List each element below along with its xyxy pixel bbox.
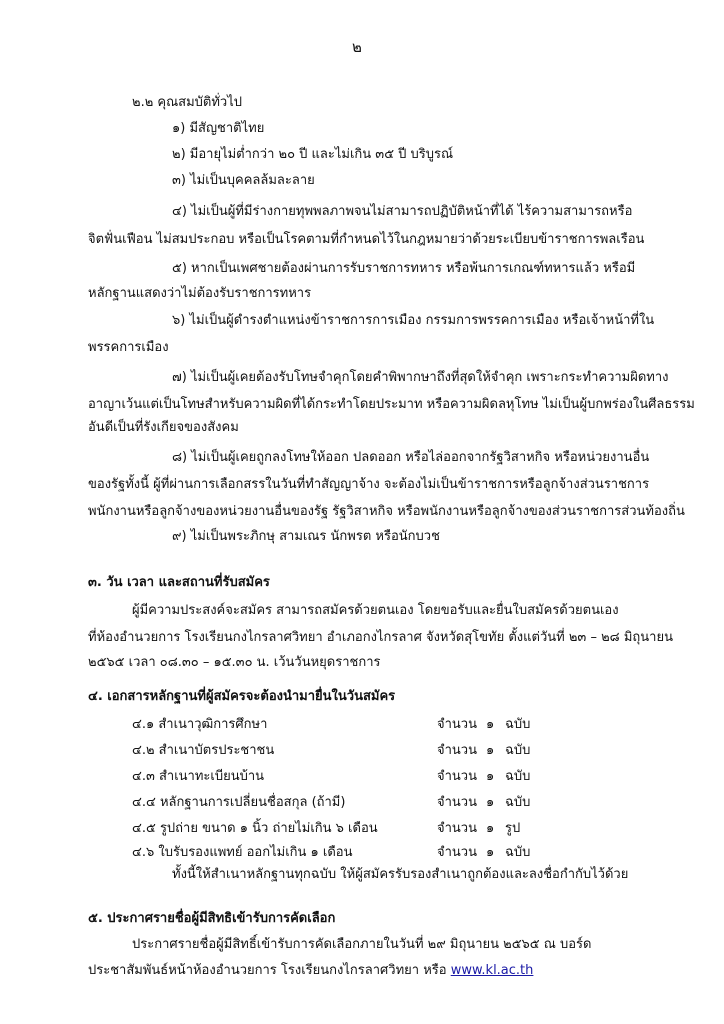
quantity-value: ๑	[486, 769, 495, 784]
qualification-item-continued: พรรคการเมือง	[88, 340, 169, 355]
quantity-unit: ฉบับ	[505, 795, 531, 810]
qualification-item: ๖) ไม่เป็นผู้ดำรงตำแหน่งข้าราชการการเมือง กรรมการพรรคการเมือง หรือเจ้าหน้าที่ใน	[172, 313, 655, 328]
quantity-value: ๑	[486, 821, 495, 836]
qualification-item: ๘) ไม่เป็นผู้เคยถูกลงโทษให้ออก ปลดออก หรือไล่ออกจากรัฐวิสาหกิจ หรือหน่วยงานอื่น	[172, 450, 650, 465]
quantity-label: จำนวน	[437, 821, 477, 836]
quantity-value: ๑	[486, 743, 495, 758]
announcement-line: ประกาศรายชื่อผู้มีสิทธิ์เข้ารับการคัดเลือกภายในวันที่ ๒๙ มิถุนายน ๒๕๖๕ ณ บอร์ด	[132, 937, 592, 952]
qualification-item: ๔) ไม่เป็นผู้ที่มีร่างกายทุพพลภาพจนไม่สามารถปฏิบัติหน้าที่ได้ ไร้ความสามารถหรือ	[172, 204, 633, 219]
quantity-label: จำนวน	[437, 743, 477, 758]
qualification-item-continued: หลักฐานแสดงว่าไม่ต้องรับราชการทหาร	[88, 286, 312, 301]
document-row	[0, 796, 724, 816]
quantity-label: จำนวน	[437, 845, 477, 860]
quantity-value: ๑	[486, 717, 495, 732]
qualification-item: ๕) หากเป็นเพศชายต้องผ่านการรับราชการทหาร หรือพ้นการเกณฑ์ทหารแล้ว หรือมี	[172, 261, 636, 276]
document-item: ๔.๖ ใบรับรองแพทย์ ออกไม่เกิน ๑ เดือน	[132, 845, 353, 860]
qualification-item: ๓) ไม่เป็นบุคคลล้มละลาย	[172, 173, 315, 188]
document-item: ๔.๕ รูปถ่าย ขนาด ๑ นิ้ว ถ่ายไม่เกิน ๖ เดือน	[132, 821, 378, 836]
section-2-2-heading: ๒.๒ คุณสมบัติทั่วไป	[132, 95, 243, 110]
document-item: ๔.๒ สำเนาบัตรประชาชน	[132, 743, 275, 758]
school-website-link[interactable]: www.kl.ac.th	[450, 963, 534, 978]
quantity-label: จำนวน	[437, 717, 477, 732]
application-paragraph-line: ผู้มีความประสงค์จะสมัคร สามารถสมัครด้วยตนเอง โดยขอรับและยื่นใบสมัครด้วยตนเอง	[132, 603, 619, 618]
qualification-item-continued: อาญาเว้นแต่เป็นโทษสำหรับความผิดที่ได้กระทำโดยประมาท หรือความผิดลหุโทษ ไม่เป็นผู้บกพร่องในศีลธรรม	[88, 397, 695, 412]
document-note: ทั้งนี้ให้สำเนาหลักฐานทุกฉบับ ให้ผู้สมัครรับรองสำเนาถูกต้องและลงชื่อกำกับไว้ด้วย	[172, 867, 629, 882]
document-row	[0, 846, 724, 866]
qualification-item-continued: ของรัฐทั้งนี้ ผู้ที่ผ่านการเลือกสรรในวันที่ทำสัญญาจ้าง จะต้องไม่เป็นข้าราชการหรือลูกจ้างส่วนราชการ	[88, 477, 650, 492]
qualification-item: ๙) ไม่เป็นพระภิกษุ สามเณร นักพรต หรือนักบวช	[172, 529, 440, 544]
qualification-item-continued: อันดีเป็นที่รังเกียจของสังคม	[88, 420, 239, 435]
quantity-label: จำนวน	[437, 795, 477, 810]
quantity-label: จำนวน	[437, 769, 477, 784]
document-row	[0, 718, 724, 738]
announcement-text: ประชาสัมพันธ์หน้าห้องอำนวยการ โรงเรียนกงไกรลาศวิทยา หรือ	[88, 963, 447, 978]
quantity-unit: รูป	[505, 821, 521, 836]
quantity-unit: ฉบับ	[505, 743, 531, 758]
qualification-item: ๑) มีสัญชาติไทย	[172, 121, 265, 136]
quantity-unit: ฉบับ	[505, 769, 531, 784]
section-5-heading: ๕. ประกาศรายชื่อผู้มีสิทธิเข้ารับการคัดเลือก	[88, 911, 336, 926]
section-4-heading: ๔. เอกสารหลักฐานที่ผู้สมัครจะต้องนำมายื่นในวันสมัคร	[88, 689, 396, 704]
document-item: ๔.๑ สำเนาวุฒิการศึกษา	[132, 717, 268, 732]
quantity-value: ๑	[486, 795, 495, 810]
page-number: ๒	[352, 38, 362, 56]
document-item: ๔.๔ หลักฐานการเปลี่ยนชื่อสกุล (ถ้ามี)	[132, 795, 346, 810]
quantity-unit: ฉบับ	[505, 845, 531, 860]
qualification-item-continued: จิตฟั่นเฟือน ไม่สมประกอบ หรือเป็นโรคตามที่กำหนดไว้ในกฎหมายว่าด้วยระเบียบข้าราชการพลเรือน	[88, 232, 645, 247]
application-paragraph-line: ๒๕๖๕ เวลา ๐๘.๓๐ – ๑๕.๓๐ น. เว้นวันหยุดราชการ	[88, 655, 381, 670]
qualification-item: ๒) มีอายุไม่ต่ำกว่า ๒๐ ปี และไม่เกิน ๓๕ ปี บริบูรณ์	[172, 147, 454, 162]
quantity-unit: ฉบับ	[505, 717, 531, 732]
quantity-value: ๑	[486, 845, 495, 860]
document-row	[0, 770, 724, 790]
document-row	[0, 744, 724, 764]
qualification-item: ๗) ไม่เป็นผู้เคยต้องรับโทษจำคุกโดยคำพิพากษาถึงที่สุดให้จำคุก เพราะกระทำความผิดทาง	[172, 370, 669, 385]
qualification-item-continued: พนักงานหรือลูกจ้างของหน่วยงานอื่นของรัฐ รัฐวิสาหกิจ หรือพนักงานหรือลูกจ้างของส่วนราชการส่วนท้องถิ่น	[88, 504, 685, 519]
document-item: ๔.๓ สำเนาทะเบียนบ้าน	[132, 769, 265, 784]
section-3-heading: ๓. วัน เวลา และสถานที่รับสมัคร	[88, 575, 270, 590]
application-paragraph-line: ที่ห้องอำนวยการ โรงเรียนกงไกรลาศวิทยา อำเภอกงไกรลาศ จังหวัดสุโขทัย ตั้งแต่วันที่ ๒๓ – ๒๘ มิถุนายน	[88, 630, 673, 645]
document-row	[0, 822, 724, 842]
announcement-line-2	[88, 964, 533, 977]
